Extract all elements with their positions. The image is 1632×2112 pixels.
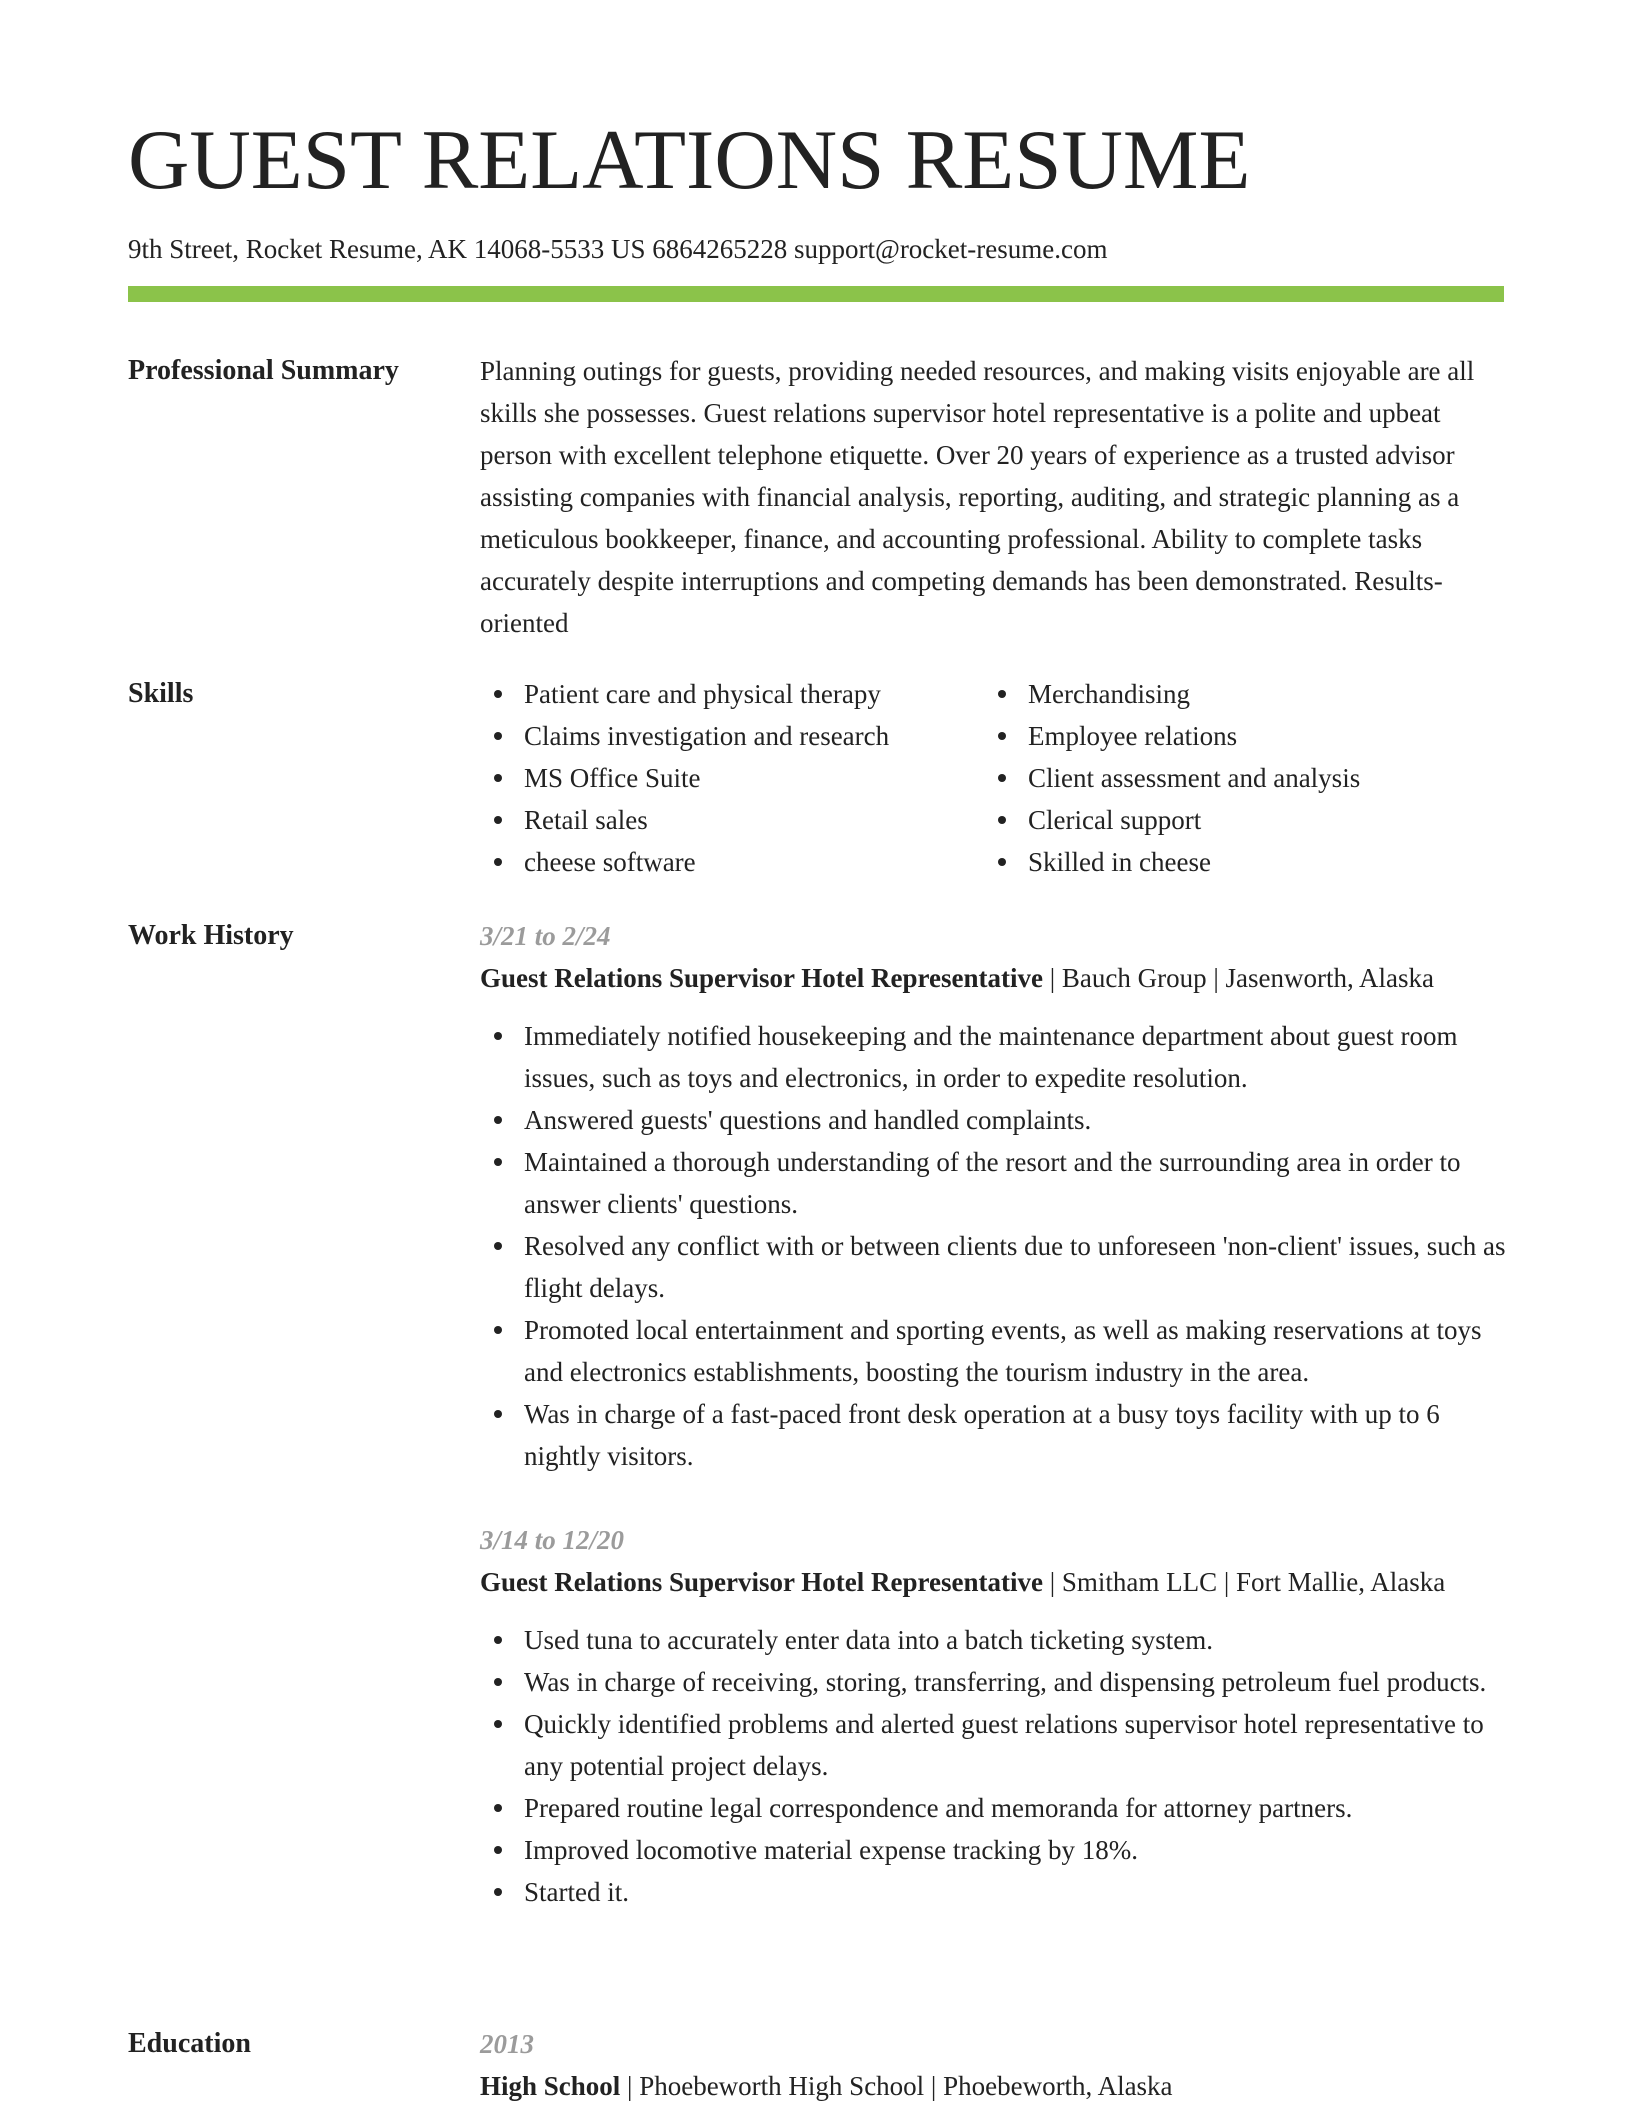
skill-item: Patient care and physical therapy [480, 673, 984, 715]
job-details: | Bauch Group | Jasenworth, Alaska [1042, 963, 1434, 993]
job-bullet: Improved locomotive material expense tracking by 18%. [480, 1829, 1506, 1871]
skill-item: Clerical support [984, 799, 1488, 841]
job-bullet: Was in charge of receiving, storing, transferring, and dispensing petroleum fuel products. [480, 1661, 1506, 1703]
skill-item: Skilled in cheese [984, 841, 1488, 883]
job-title: Guest Relations Supervisor Hotel Representative [480, 1567, 1043, 1597]
job-bullets [480, 1015, 1506, 1477]
summary-heading: Professional Summary [128, 355, 399, 386]
job-bullet: Promoted local entertainment and sporting events, as well as making reservations at toys and electronics establishments, boosting the tourism industry in the area. [480, 1309, 1506, 1393]
job-dates: 3/14 to 12/20 [480, 1525, 625, 1555]
job-bullet: Started it. [480, 1871, 1506, 1913]
job-bullet: Prepared routine legal correspondence and memoranda for attorney partners. [480, 1787, 1506, 1829]
skills-heading: Skills [128, 678, 194, 709]
job-bullet: Quickly identified problems and alerted guest relations supervisor hotel representative to any potential project delays. [480, 1703, 1506, 1787]
job-bullet: Was in charge of a fast-paced front desk operation at a busy toys facility with up to 6 nightly visitors. [480, 1393, 1506, 1477]
work-heading: Work History [128, 920, 294, 951]
skill-item: Claims investigation and research [480, 715, 984, 757]
job-entry [480, 915, 1506, 1477]
job-bullet: Maintained a thorough understanding of the resort and the surrounding area in order to answer clients' questions. [480, 1141, 1506, 1225]
skill-item: Retail sales [480, 799, 984, 841]
skill-item: MS Office Suite [480, 757, 984, 799]
job-details: | Smitham LLC | Fort Mallie, Alaska [1042, 1567, 1446, 1597]
contact-line: 9th Street, Rocket Resume, AK 14068-5533 US 6864265228 support@rocket-resume.com [128, 234, 1108, 264]
education-degree: High School [480, 2071, 621, 2101]
accent-divider [128, 286, 1504, 302]
work-body [480, 915, 1506, 1913]
skill-item: Client assessment and analysis [984, 757, 1488, 799]
job-entry [480, 1519, 1506, 1913]
job-bullet: Immediately notified housekeeping and the maintenance department about guest room issues, such as toys and electronics, in order to expedite resolution. [480, 1015, 1506, 1099]
job-bullets [480, 1619, 1506, 1913]
skills-columns [480, 673, 1506, 883]
education-heading-line [480, 2065, 1506, 2107]
summary-body [480, 350, 1506, 644]
job-bullet: Used tuna to accurately enter data into a batch ticketing system. [480, 1619, 1506, 1661]
skills-list-right [984, 673, 1488, 883]
skill-item: cheese software [480, 841, 984, 883]
skill-item: Employee relations [984, 715, 1488, 757]
resume-title: GUEST RELATIONS RESUME [128, 113, 1251, 207]
skills-list-left [480, 673, 984, 883]
education-details: | Phoebeworth High School | Phoebeworth, Alaska [620, 2071, 1173, 2101]
education-body [480, 2023, 1506, 2107]
job-bullet: Resolved any conflict with or between clients due to unforeseen 'non-client' issues, such as flight delays. [480, 1225, 1506, 1309]
job-dates: 3/21 to 2/24 [480, 921, 611, 951]
summary-text: Planning outings for guests, providing needed resources, and making visits enjoyable are all skills she possesses. Guest relations supervisor hotel representative is a polite and upbeat person with excellent telephone etiquette. Over 20 years of experience as a trusted advisor assisting companies with financial analysis, reporting, auditing, and strategic planning as a meticulous bookkeeper, finance, and accounting professional. Ability to complete tasks accurately despite interruptions and competing demands has been demonstrated. Results-oriented [480, 356, 1475, 638]
job-heading [480, 957, 1506, 999]
job-bullet: Answered guests' questions and handled complaints. [480, 1099, 1506, 1141]
education-date: 2013 [480, 2029, 534, 2059]
job-heading [480, 1561, 1506, 1603]
education-heading: Education [128, 2028, 251, 2059]
job-title: Guest Relations Supervisor Hotel Representative [480, 963, 1043, 993]
skill-item: Merchandising [984, 673, 1488, 715]
skills-body [480, 673, 1506, 883]
